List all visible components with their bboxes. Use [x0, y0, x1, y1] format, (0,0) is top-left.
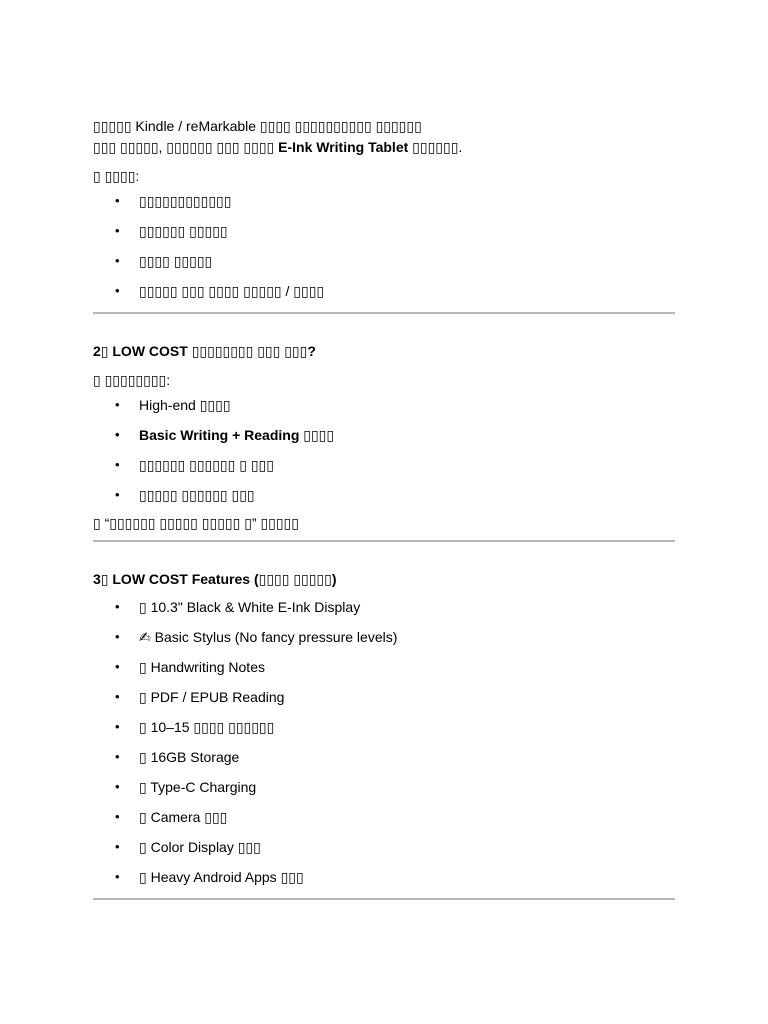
- intro-line-2: ▯▯▯ ▯▯▯▯▯, ▯▯▯▯▯▯ ▯▯▯ ▯▯▯▯ E-Ink Writing Tablet ▯▯▯▯▯▯.: [93, 139, 463, 155]
- intro-line-1: ▯▯▯▯▯ Kindle / reMarkable ▯▯▯▯ ▯▯▯▯▯▯▯▯▯▯ ▯▯▯▯▯▯: [93, 118, 422, 134]
- section-divider: [93, 540, 675, 542]
- section-divider: [93, 312, 675, 314]
- section3-heading: 3▯ LOW COST Features (▯▯▯▯ ▯▯▯▯▯): [93, 571, 337, 587]
- list-item: • ▯▯▯▯▯▯ ▯▯▯▯▯▯ ▯ ▯▯▯: [93, 450, 675, 480]
- feature-item: • ▯ 16GB Storage: [93, 742, 675, 772]
- section3-feature-list: [93, 592, 675, 892]
- section-divider: [93, 898, 675, 900]
- section1-label: ▯ ▯▯▯▯:: [93, 168, 140, 184]
- section1-list: [93, 186, 675, 306]
- feature-item: • ▯ Type-C Charging: [93, 772, 675, 802]
- feature-item: • ▯ Camera ▯▯▯: [93, 802, 675, 832]
- list-item: • ▯▯▯▯ ▯▯▯▯▯: [93, 246, 675, 276]
- list-item: • High-end ▯▯▯▯: [93, 390, 675, 420]
- feature-item: • ✍ Basic Stylus (No fancy pressure levels): [93, 622, 675, 652]
- feature-item: • ▯ PDF / EPUB Reading: [93, 682, 675, 712]
- section2-list: [93, 390, 675, 510]
- list-item: • ▯▯▯▯▯ ▯▯▯▯▯▯ ▯▯▯: [93, 480, 675, 510]
- list-item: • ▯▯▯▯▯▯▯▯▯▯▯▯: [93, 186, 675, 216]
- intro-paragraph: [93, 116, 675, 158]
- feature-item: • ▯ Color Display ▯▯▯: [93, 832, 675, 862]
- section2-heading: 2▯ LOW COST ▯▯▯▯▯▯▯▯ ▯▯▯ ▯▯▯?: [93, 343, 316, 359]
- section2-label: ▯ ▯▯▯▯▯▯▯▯:: [93, 372, 171, 388]
- section2-note: ▯ “▯▯▯▯▯▯ ▯▯▯▯▯ ▯▯▯▯▯ ▯” ▯▯▯▯▯: [93, 515, 299, 531]
- feature-item: • ▯ Heavy Android Apps ▯▯▯: [93, 862, 675, 892]
- list-item: • ▯▯▯▯▯▯ ▯▯▯▯▯: [93, 216, 675, 246]
- document-page: [93, 110, 675, 900]
- feature-item: • ▯ 10.3" Black & White E-Ink Display: [93, 592, 675, 622]
- list-item: • Basic Writing + Reading ▯▯▯▯: [93, 420, 675, 450]
- list-item: • ▯▯▯▯▯ ▯▯▯ ▯▯▯▯ ▯▯▯▯▯ / ▯▯▯▯: [93, 276, 675, 306]
- feature-item: • ▯ Handwriting Notes: [93, 652, 675, 682]
- feature-item: • ▯ 10–15 ▯▯▯▯ ▯▯▯▯▯▯: [93, 712, 675, 742]
